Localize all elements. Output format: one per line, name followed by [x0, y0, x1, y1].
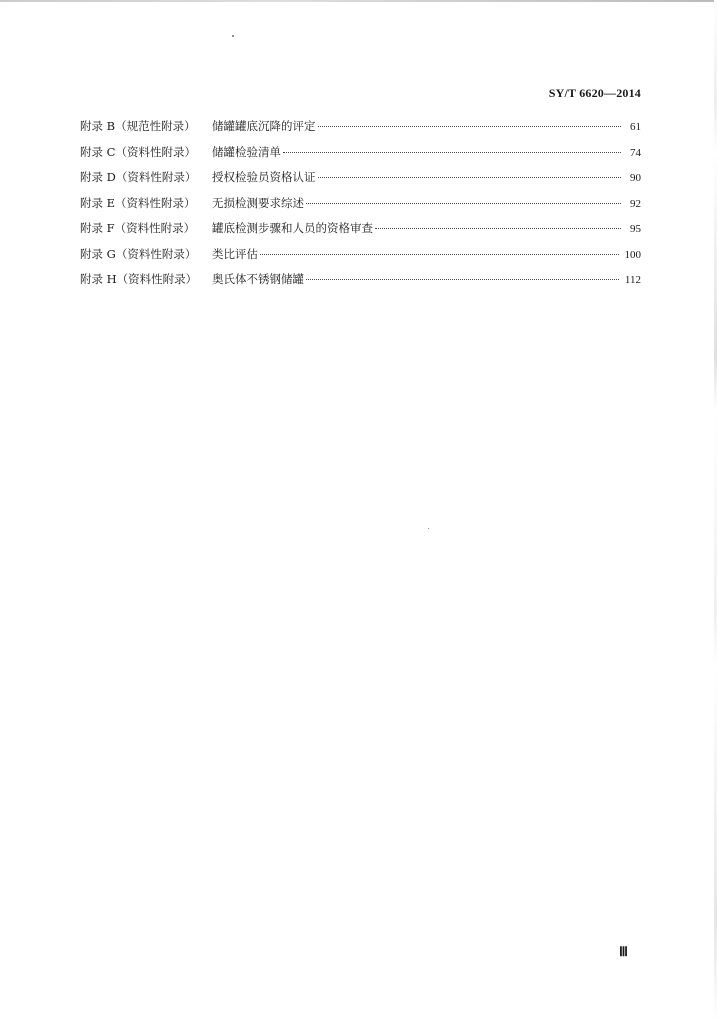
toc-dot-leader: [318, 177, 622, 178]
scan-speck: [232, 35, 234, 37]
toc-entry-appendix-d[interactable]: [80, 169, 641, 195]
toc-title: 罐底检测步骤和人员的资格审查: [212, 221, 373, 235]
toc-dot-leader: [306, 203, 621, 204]
toc-page-number: 61: [630, 121, 641, 133]
toc-dot-leader: [306, 279, 619, 280]
toc-page-number: 112: [624, 274, 641, 286]
toc-title: 储罐检验清单: [212, 144, 281, 159]
toc-appendix-label: 附录 D（资料性附录）: [80, 170, 197, 184]
toc-page-number: 90: [630, 172, 641, 184]
toc-page-number: 100: [624, 248, 641, 261]
table-of-contents: [80, 118, 641, 297]
toc-appendix-label: 附录 G（资料性附录）: [80, 246, 197, 261]
toc-dot-leader: [283, 152, 621, 153]
toc-page-number: 95: [630, 223, 641, 235]
toc-entry-appendix-h[interactable]: [80, 271, 641, 297]
toc-dot-leader: [260, 254, 619, 255]
toc-appendix-label: 附录 F（资料性附录）: [80, 221, 196, 235]
toc-title: 储罐罐底沉降的评定: [212, 119, 316, 133]
standard-number: SY/T 6620—2014: [548, 86, 641, 100]
toc-appendix-label: 附录 H（资料性附录）: [80, 272, 198, 286]
toc-entry-appendix-g[interactable]: [80, 246, 641, 272]
scan-speck: [428, 528, 429, 529]
toc-entry-appendix-b[interactable]: [80, 118, 641, 144]
toc-appendix-label: 附录 E（资料性附录）: [80, 195, 196, 210]
scan-top-edge: [0, 0, 717, 2]
toc-appendix-label: 附录 C（资料性附录）: [80, 144, 196, 159]
toc-title: 类比评估: [212, 246, 258, 261]
toc-page-number: 74: [630, 146, 641, 159]
toc-title: 无损检测要求综述: [212, 195, 304, 210]
toc-dot-leader: [318, 126, 622, 127]
page-number: Ⅲ: [619, 944, 628, 959]
toc-dot-leader: [375, 228, 621, 229]
toc-page-number: 92: [630, 197, 641, 210]
toc-appendix-label: 附录 B（规范性附录）: [80, 119, 196, 133]
toc-entry-appendix-c[interactable]: [80, 144, 641, 170]
toc-title: 授权检验员资格认证: [212, 170, 316, 184]
toc-entry-appendix-f[interactable]: [80, 220, 641, 246]
toc-title: 奥氏体不锈钢储罐: [212, 272, 304, 286]
toc-entry-appendix-e[interactable]: [80, 195, 641, 221]
